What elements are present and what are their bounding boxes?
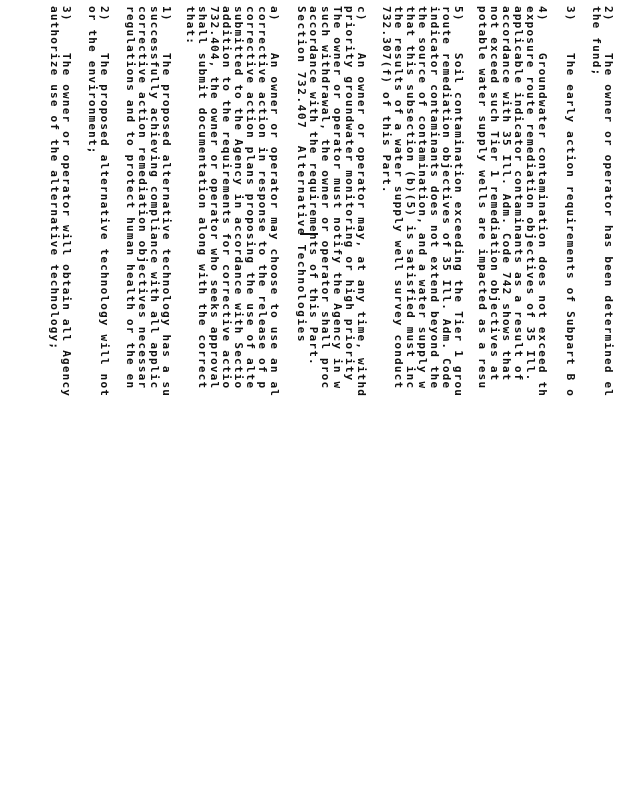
text-line: or the environment; (86, 6, 99, 155)
text-line: that: (184, 6, 197, 46)
text-line: a) An owner or operator may choose to use an al (268, 6, 281, 398)
text-line: applicable indicator contaminants as a result of (512, 6, 525, 382)
text-line: shall submit documentation along with the correct (196, 6, 209, 390)
text-line: The owner or operator must notify the Agency in w (331, 6, 344, 390)
text-line: such withdrawal, the owner or operator shall proc (319, 6, 332, 390)
section-heading: Section 732.407 Alternative Technologies (295, 6, 308, 344)
text-line: 5) Soil contamination exceeding the Tier 1 grou (452, 6, 465, 398)
text-line: that this subsection (b)(5) is satisfied must inc (404, 6, 417, 390)
text-line: successfully achieving compliance with all applic (148, 6, 161, 390)
text-line: 2) The owner or operator has been determined el (602, 6, 615, 398)
text-line: 3) The owner or operator will obtain all Agency (60, 6, 73, 398)
text-line: the fund; (590, 6, 603, 77)
text-line: the source of contamination, and a water supply w (416, 6, 429, 390)
text-line: 1) The proposed alternative technology has a su (160, 6, 173, 398)
text-line: not exceed such Tier 1 remediation objectives at (488, 6, 501, 382)
text-line: indicator contaminants does not extend beyond the (428, 6, 441, 390)
text-line: corrective action remediation objectives necessar (136, 6, 149, 390)
text-line: c) An owner or operator may, at any time, withd (355, 6, 368, 398)
text-line: 3) The early action requirements of Subpart B o (564, 6, 577, 398)
text-line: accordance with 35 Ill. Adm. Code 742 shows that (500, 6, 513, 382)
text-line: 732.404, the owner or operator who seeks approval (208, 6, 221, 390)
text-line: route remediation objectives of 35 Ill. Adm. Code (440, 6, 453, 390)
text-line: corrective action in response to the release of p (256, 6, 269, 390)
text-line: addition to the requirements for corrective actio (220, 6, 233, 390)
text-line: submitted to the Agency in accordance with Sectio (232, 6, 245, 390)
text-line: exposure route remediation objectives of 35 Ill. (524, 6, 537, 382)
text-line: accordance with the requirements of this Part. (307, 6, 320, 366)
text-line: regulations and to protect human health or the en (124, 6, 137, 390)
text-line: potable water supply wells are impacted as a resu (476, 6, 489, 390)
text-line: corrective action plans proposing the use of alte (244, 6, 257, 390)
text-line: 2) The proposed alternative technology will not (98, 6, 111, 398)
text-line: authorize use of the alternative technology; (48, 6, 61, 351)
text-line: 4) Groundwater contamination does not exceed th (536, 6, 549, 398)
text-line: the results of a water supply well survey conduct (392, 6, 405, 390)
text-line: priority groundwater monitoring or high priority (343, 6, 356, 382)
text-line: 732.307(f) of this Part. (380, 6, 393, 194)
